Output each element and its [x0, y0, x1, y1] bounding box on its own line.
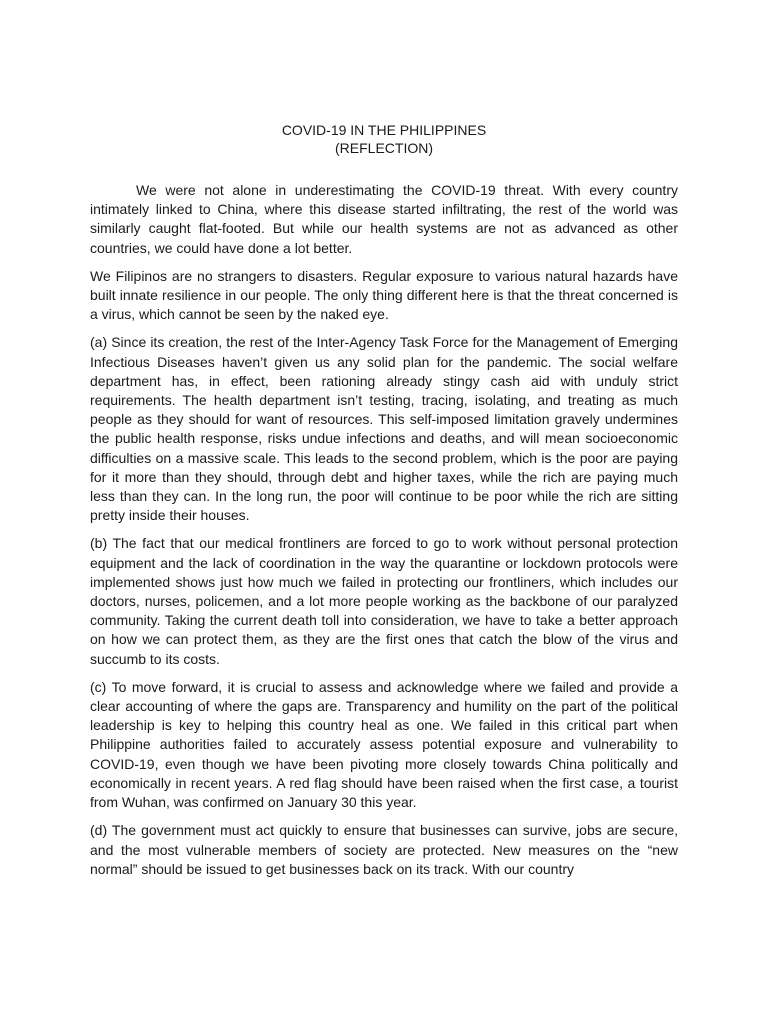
- paragraph-intro: We were not alone in underestimating the COVID-19 threat. With every country intimately linked to China, where this disease started infiltrating, the rest of the world was similarly caught flat-footed. But while our health systems are not as advanced as other countries, we could have done a lot better.: [90, 182, 678, 256]
- document-title: COVID-19 IN THE PHILIPPINES: [281, 122, 487, 138]
- paragraph-d: (d) The government must act quickly to ensure that businesses can survive, jobs are secure, and the most vulnerable members of society are protected. New measures on the “new normal” should be issued to get businesses back on its track. With our country: [90, 822, 678, 877]
- paragraph-b: (b) The fact that our medical frontliners are forced to go to work without personal protection equipment and the lack of coordination in the way the quarantine or lockdown protocols were implemented shows just how much we failed in protecting our frontliners, which includes our doctors, nurses, policemen, and a lot more people working as the backbone of our paralyzed community. Taking the current death toll into consideration, we have to take a better approach on how we can protect them, as they are the first ones that catch the blow of the virus and succumb to its costs.: [90, 535, 678, 667]
- paragraph-disasters: We Filipinos are no strangers to disasters. Regular exposure to various natural hazards have built innate resilience in our people. The only thing different here is that the threat concerned is a virus, which cannot be seen by the naked eye.: [90, 267, 678, 323]
- paragraph-c: (c) To move forward, it is crucial to assess and acknowledge where we failed and provide a clear accounting of where the gaps are. Transparency and humility on the part of the political leadership is key to helping this country heal as one. We failed in this critical part when Philippine authorities failed to accurately assess potential exposure and vulnerability to COVID-19, even though we have been pivoting more closely towards China politically and economically in recent years. A red flag should have been raised when the first case, a tourist from Wuhan, was confirmed on January 30 this year.: [90, 678, 678, 811]
- paragraph-a: (a) Since its creation, the rest of the Inter-Agency Task Force for the Management of Emerging Infectious Diseases haven’t given us any solid plan for the pandemic. The social welfare department has, in effect, been rationing already stingy cash aid with unduly strict requirements. The health department isn’t testing, tracing, isolating, and treating as much people as they should for want of resources. This self-imposed limitation gravely undermines the public health response, risks undue infections and deaths, and will mean socioeconomic difficulties on a massive scale. This leads to the second problem, which is the poor are paying for it more than they should, through debt and higher taxes, while the rich are paying much less than they can. In the long run, the poor will continue to be poor while the rich are sitting pretty inside their houses.: [90, 334, 678, 524]
- document-subtitle: (REFLECTION): [335, 140, 433, 156]
- document-page: [90, 121, 678, 888]
